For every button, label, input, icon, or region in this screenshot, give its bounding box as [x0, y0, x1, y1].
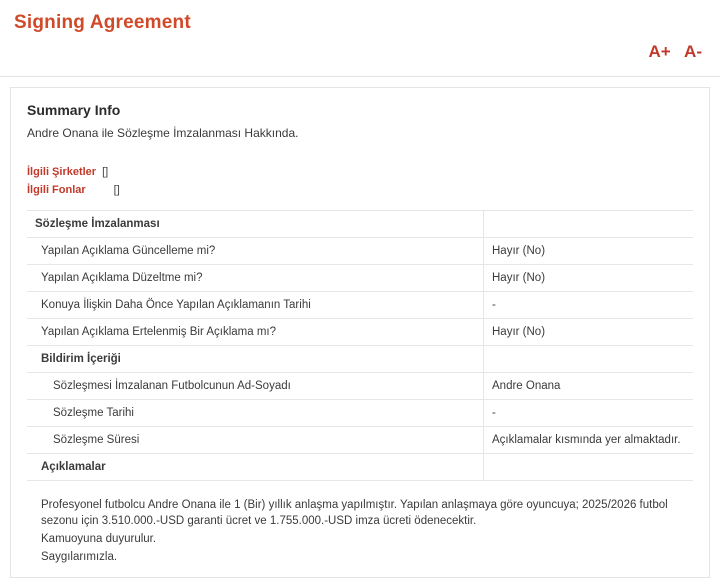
table-cell-label: Yapılan Açıklama Düzeltme mi? [27, 265, 484, 292]
disclosure-table [27, 210, 693, 481]
table-row [27, 211, 693, 238]
table-cell-value: - [492, 407, 496, 419]
table-cell-value: Hayır (No) [492, 272, 546, 284]
table-cell-value: - [492, 299, 496, 311]
table-row [27, 400, 693, 427]
table-row [27, 265, 693, 292]
explanations-notes [27, 497, 693, 565]
related-funds-label: İlgili Fonlar [27, 184, 86, 196]
table-cell-value [484, 454, 694, 481]
page-title: Signing Agreement [14, 12, 191, 33]
table-cell-label: Bildirim İçeriği [27, 346, 484, 373]
table-row [27, 238, 693, 265]
table-cell-label: Yapılan Açıklama Ertelenmiş Bir Açıklama mı? [27, 319, 484, 346]
note-paragraph-2: Kamuoyuna duyurulur. [41, 533, 157, 545]
table-cell-label: Sözleşmesi İmzalanan Futbolcunun Ad-Soyadı [27, 373, 484, 400]
summary-card [10, 87, 710, 578]
summary-section-title: Summary Info [27, 102, 121, 118]
font-increase-button[interactable]: A+ [648, 42, 671, 61]
font-size-controls [0, 34, 720, 68]
table-cell-label: Açıklamalar [27, 454, 484, 481]
table-cell-value [484, 211, 694, 238]
table-cell-label: Sözleşme Süresi [27, 427, 484, 454]
font-decrease-button[interactable]: A- [684, 42, 702, 61]
related-companies-value: [] [102, 166, 109, 178]
table-row [27, 373, 693, 400]
table-cell-value: Hayır (No) [492, 326, 546, 338]
table-cell-label: Yapılan Açıklama Güncelleme mi? [27, 238, 484, 265]
table-cell-value: Hayır (No) [492, 245, 546, 257]
summary-subject: Andre Onana ile Sözleşme İmzalanması Hakkında. [27, 126, 299, 140]
related-companies-label: İlgili Şirketler [27, 166, 97, 178]
note-paragraph-3: Saygılarımızla. [41, 551, 118, 563]
table-row [27, 319, 693, 346]
table-cell-value: Andre Onana [492, 380, 561, 392]
related-companies-row [27, 166, 693, 178]
note-paragraph-1: Profesyonel futbolcu Andre Onana ile 1 (Bir) yıllık anlaşma yapılmıştır. Yapılan anlaşmaya göre oyuncuya; 2025/2026 futbol sezonu için 3.510.000.-USD garanti ücret ve 1.755.000.-USD imza ücreti ödenecektir. [41, 499, 668, 527]
header-divider [0, 76, 720, 77]
table-cell-label: Konuya İlişkin Daha Önce Yapılan Açıklamanın Tarihi [27, 292, 484, 319]
table-row [27, 346, 693, 373]
table-cell-label: Sözleşme İmzalanması [27, 211, 484, 238]
table-cell-label: Sözleşme Tarihi [27, 400, 484, 427]
table-cell-value: Açıklamalar kısmında yer almaktadır. [492, 434, 681, 446]
table-row [27, 292, 693, 319]
related-funds-row [27, 184, 693, 196]
table-cell-value [484, 346, 694, 373]
table-row [27, 454, 693, 481]
related-funds-value: [] [113, 184, 120, 196]
page-header [0, 0, 720, 34]
table-row [27, 427, 693, 454]
